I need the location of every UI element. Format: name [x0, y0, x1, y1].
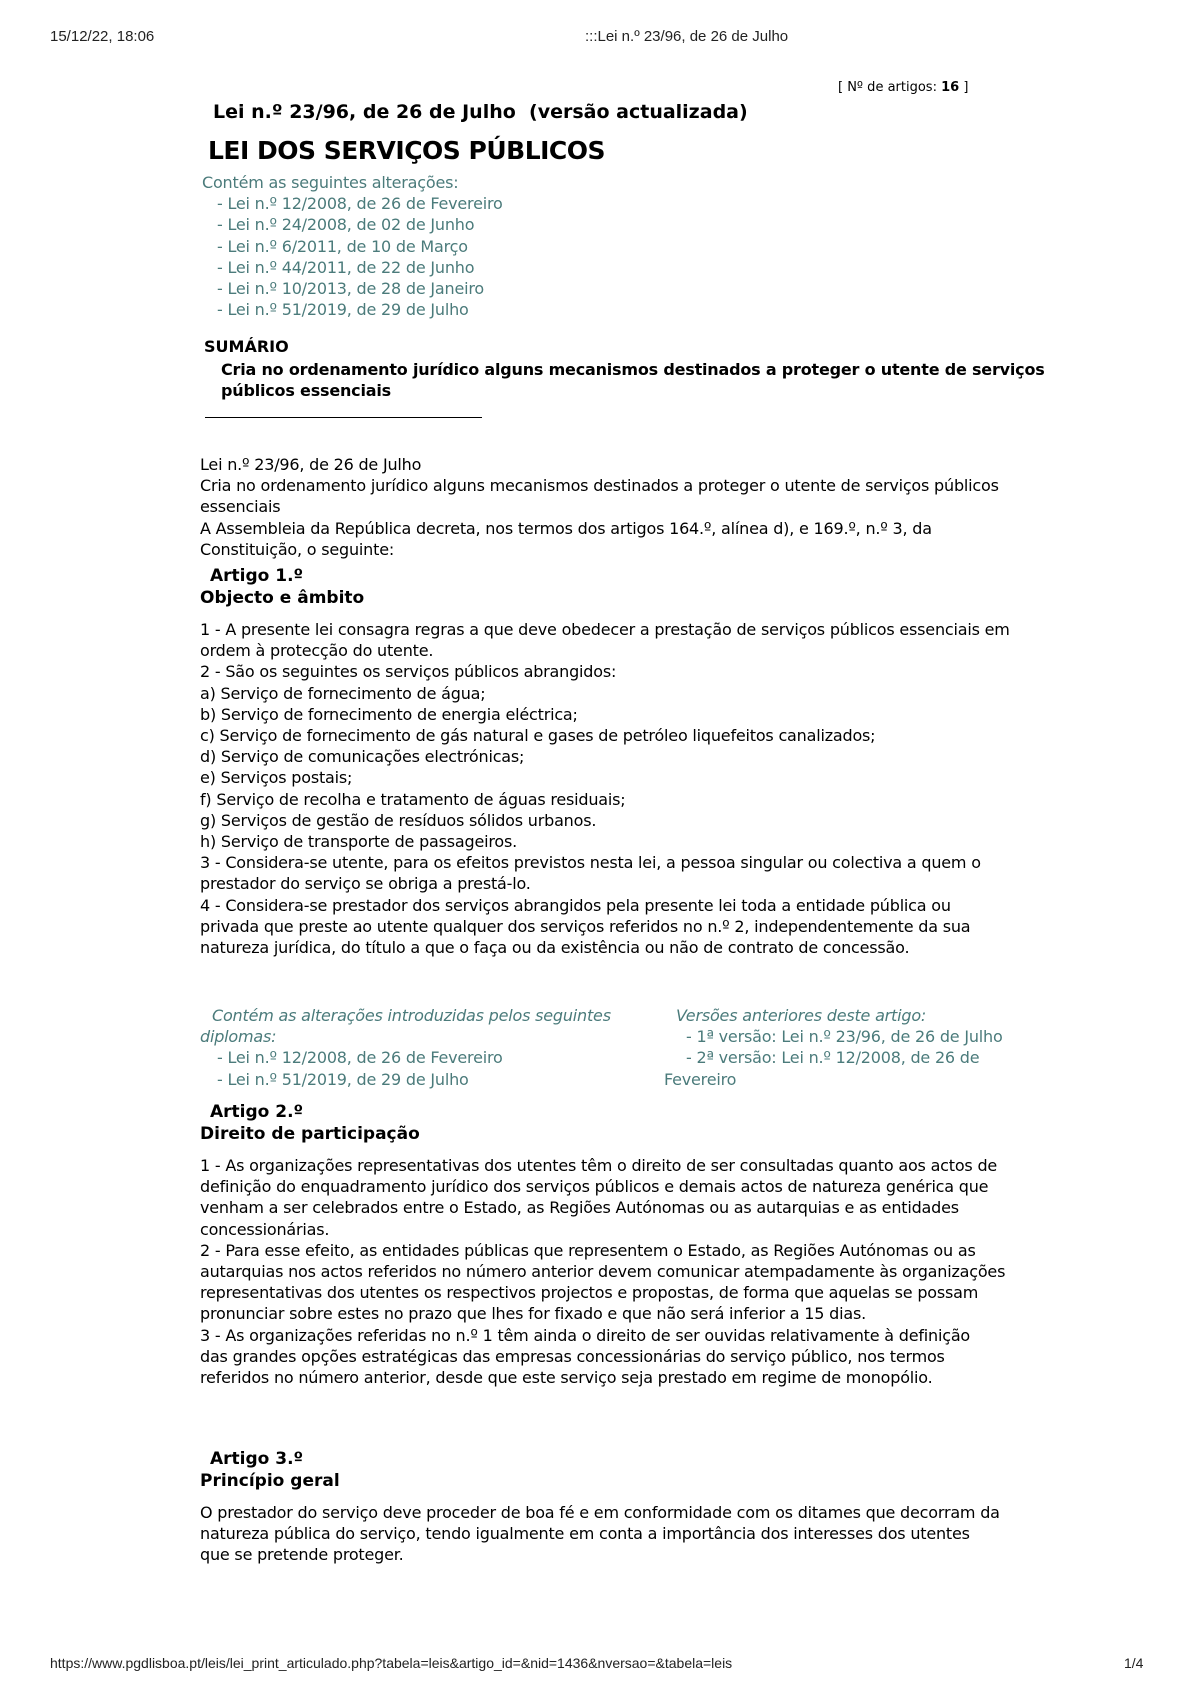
article-count-suffix: ] [963, 80, 969, 95]
article-2-body [200, 1155, 1005, 1388]
article-version-item[interactable]: - 2ª versão: Lei n.º 12/2008, de 26 de [686, 1048, 980, 1068]
law-title: LEI DOS SERVIÇOS PÚBLICOS [208, 136, 606, 165]
article-amendments-heading-cont: diplomas: [200, 1027, 277, 1047]
article-line: 3 - As organizações referidas no n.º 1 têm ainda o direito de ser ouvidas relativamente à definição [200, 1325, 971, 1345]
article-line: b) Serviço de fornecimento de energia eléctrica; [200, 704, 578, 724]
preamble-line: A Assembleia da República decreta, nos termos dos artigos 164.º, alínea d), e 169.º, n.º 3, da [200, 518, 932, 538]
article-line: 1 - A presente lei consagra regras a que deve obedecer a prestação de serviços públicos essenciais em [200, 620, 1010, 639]
amendment-item[interactable]: - Lei n.º 51/2019, de 29 de Julho [217, 300, 469, 320]
amendment-item[interactable]: - Lei n.º 12/2008, de 26 de Fevereiro [217, 194, 503, 214]
preamble [200, 454, 999, 560]
article-version-item[interactable]: - 1ª versão: Lei n.º 23/96, de 26 de Julho [686, 1027, 1003, 1047]
article-line: c) Serviço de fornecimento de gás natural e gases de petróleo liquefeitos canalizados; [200, 726, 876, 746]
article-line: f) Serviço de recolha e tratamento de águas residuais; [200, 789, 626, 809]
print-datetime: 15/12/22, 18:06 [50, 28, 155, 45]
article-line: natureza jurídica, do título a que o faça ou da existência ou não de contrato de concessão. [200, 938, 910, 958]
article-version-item-cont[interactable]: Fevereiro [664, 1069, 737, 1089]
article-amendment-item[interactable]: - Lei n.º 51/2019, de 29 de Julho [217, 1069, 469, 1089]
article-line: natureza pública do serviço, tendo igualmente em conta a importância dos interesses dos utentes [200, 1524, 970, 1544]
summary-line: públicos essenciais [221, 381, 391, 401]
article-line: prestador do serviço se obriga a prestá-lo. [200, 874, 531, 894]
article-3-number: Artigo 3.º [210, 1449, 304, 1469]
article-1-body [200, 619, 1010, 958]
article-1-amendments [200, 1005, 611, 1090]
summary-heading: SUMÁRIO [204, 337, 289, 356]
article-line: g) Serviços de gestão de resíduos sólidos urbanos. [200, 810, 597, 830]
article-versions-heading: Versões anteriores deste artigo: [676, 1006, 927, 1025]
preamble-line: Constituição, o seguinte: [200, 539, 395, 559]
summary-line: Cria no ordenamento jurídico alguns mecanismos destinados a proteger o utente de serviços [221, 360, 1045, 379]
preamble-line: Lei n.º 23/96, de 26 de Julho [200, 455, 422, 474]
article-line: das grandes opções estratégicas das empresas concessionárias do serviço público, nos termos [200, 1346, 945, 1366]
article-line: privada que preste ao utente qualquer dos serviços referidos no n.º 2, independentemente da sua [200, 916, 971, 936]
article-line: referidos no número anterior, desde que este serviço seja prestado em regime de monopólio. [200, 1368, 933, 1388]
article-line: O prestador do serviço deve proceder de boa fé e em conformidade com os ditames que decorram da [200, 1503, 1000, 1522]
amendment-item[interactable]: - Lei n.º 24/2008, de 02 de Junho [217, 215, 475, 235]
law-heading: Lei n.º 23/96, de 26 de Julho (versão actualizada) [213, 101, 748, 123]
print-page-number: 1/4 [1124, 1655, 1144, 1671]
summary-text [221, 359, 1045, 401]
article-line: definição do enquadramento jurídico dos serviços públicos e demais actos de natureza genérica que [200, 1177, 989, 1197]
article-3-title: Princípio geral [200, 1471, 340, 1491]
article-line: representativas dos utentes os respectivos projectos e propostas, de forma que aquelas se possam [200, 1283, 979, 1303]
amendment-item[interactable]: - Lei n.º 6/2011, de 10 de Março [217, 236, 468, 256]
article-line: 2 - São os seguintes os serviços públicos abrangidos: [200, 662, 617, 682]
article-line: venham a ser celebrados entre o Estado, as Regiões Autónomas ou as autarquias e as entidades [200, 1198, 959, 1218]
article-line: h) Serviço de transporte de passageiros. [200, 832, 517, 852]
article-line: 2 - Para esse efeito, as entidades públicas que representem o Estado, as Regiões Autónomas ou as [200, 1240, 976, 1260]
article-count [838, 80, 968, 95]
article-line: a) Serviço de fornecimento de água; [200, 683, 486, 703]
print-page-title: :::Lei n.º 23/96, de 26 de Julho [585, 28, 789, 45]
print-url[interactable]: https://www.pgdlisboa.pt/leis/lei_print_articulado.php?tabela=leis&artigo_id=&nid=1436&nversao=&tabela=leis [50, 1655, 733, 1671]
article-amendment-item[interactable]: - Lei n.º 12/2008, de 26 de Fevereiro [217, 1048, 503, 1068]
article-line: ordem à protecção do utente. [200, 641, 434, 661]
article-1-title: Objecto e âmbito [200, 588, 365, 608]
amendment-item[interactable]: - Lei n.º 10/2013, de 28 de Janeiro [217, 279, 484, 299]
amendment-item[interactable]: - Lei n.º 44/2011, de 22 de Junho [217, 257, 475, 277]
article-line: autarquias nos actos referidos no número anterior devem comunicar atempadamente às organizações [200, 1262, 1006, 1282]
preamble-line: essenciais [200, 497, 281, 517]
article-1-versions [664, 1005, 1003, 1090]
article-1-number: Artigo 1.º [210, 566, 304, 586]
article-count-value: 16 [941, 80, 960, 95]
amendments-block [202, 172, 503, 320]
amendments-heading: Contém as seguintes alterações: [202, 173, 459, 192]
article-line: d) Serviço de comunicações electrónicas; [200, 747, 525, 767]
summary-divider [205, 417, 482, 418]
article-line: pronunciar sobre estes no prazo que lhes for fixado e que não será inferior a 15 dias. [200, 1304, 866, 1324]
article-line: e) Serviços postais; [200, 768, 353, 788]
article-3-body [200, 1502, 1000, 1566]
article-amendments-heading: Contém as alterações introduzidas pelos seguintes [212, 1006, 611, 1025]
article-line: concessionárias. [200, 1219, 330, 1239]
article-line: 1 - As organizações representativas dos utentes têm o direito de ser consultadas quanto aos actos de [200, 1156, 998, 1175]
article-line: 3 - Considera-se utente, para os efeitos previstos nesta lei, a pessoa singular ou colectiva a quem o [200, 853, 981, 873]
preamble-line: Cria no ordenamento jurídico alguns mecanismos destinados a proteger o utente de serviços públicos [200, 476, 999, 496]
article-line: que se pretende proteger. [200, 1545, 404, 1565]
article-line: 4 - Considera-se prestador dos serviços abrangidos pela presente lei toda a entidade pública ou [200, 895, 951, 915]
article-count-prefix: [ Nº de artigos: [838, 80, 937, 95]
article-2-title: Direito de participação [200, 1124, 420, 1144]
article-2-number: Artigo 2.º [210, 1102, 304, 1122]
